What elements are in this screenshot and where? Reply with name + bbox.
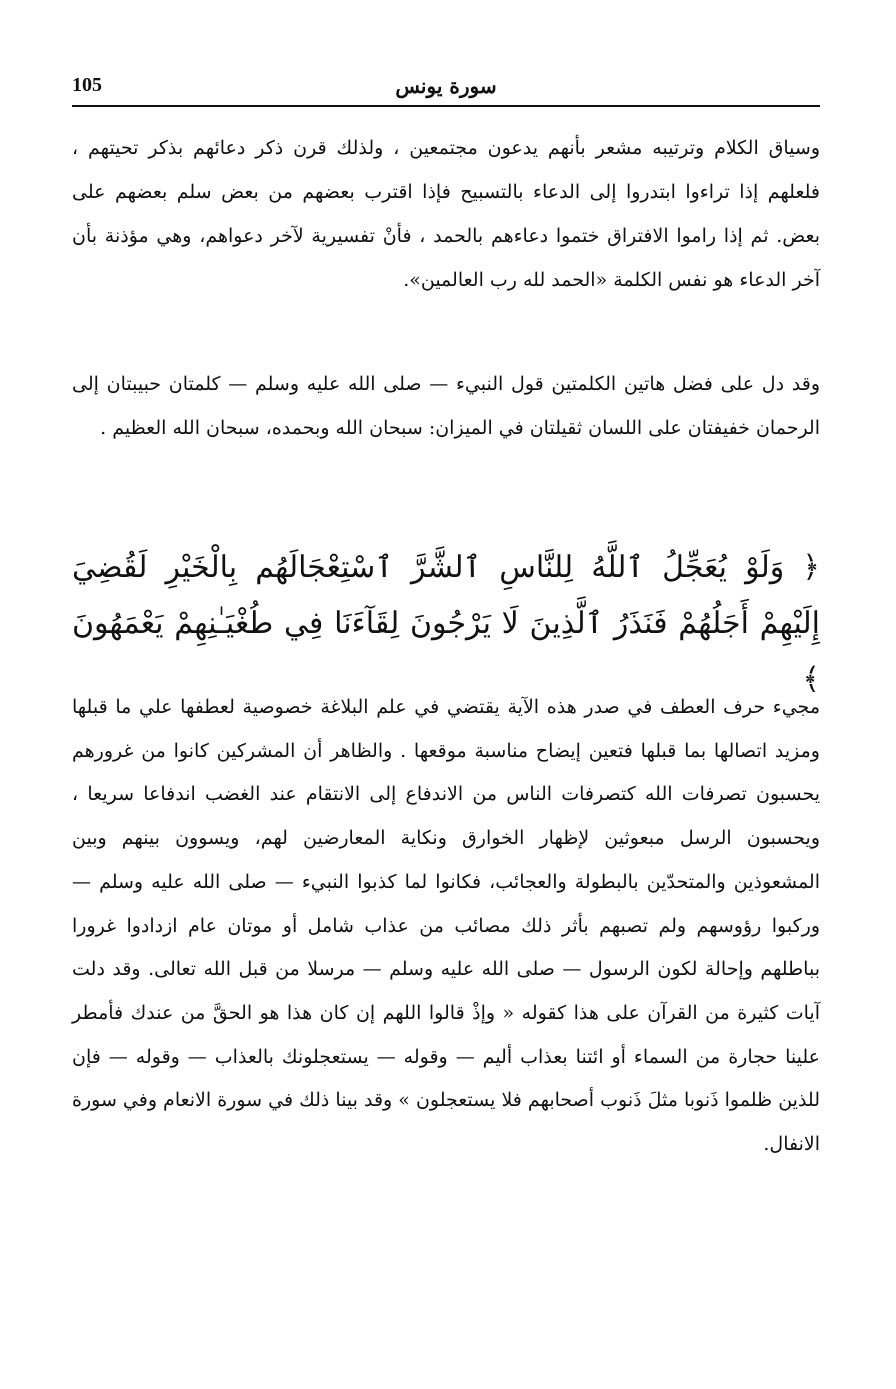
quran-verse: ﴿ وَلَوْ يُعَجِّلُ ٱللَّهُ لِلنَّاسِ ٱلشَّرَّ ٱسْتِعْجَالَهُم بِالْخَيْرِ لَقُضِيَ إِلَيْهِمْ أَجَلُهُمْ فَنَذَرُ ٱلَّذِينَ لَا يَرْجُونَ لِقَآءَنَا فِي طُغْيَـٰنِهِمْ يَعْمَهُونَ ﴾ [72,550,820,697]
header-rule [72,105,820,107]
paragraph-intro: وسياق الكلام وترتيبه مشعر بأنهم يدعون مجتمعين ، ولذلك قرن ذكر دعائهم بذكر تحيتهم ، فلعلهم إذا تراءوا ابتدروا إلى الدعاء بالتسبيح فإذا اقترب بعضهم من بعض سلم بعضهم على بعض. ثم إذا راموا الافتراق ختموا دعاءهم بالحمد ، فأنْ تفسيرية لآخر دعواهم، وهي مؤذنة بأن آخر الدعاء هو نفس الكلمة «الحمد لله رب العالمين». [72,137,820,291]
paragraph-hadith: وقد دل على فضل هاتين الكلمتين قول النبيء — صلى الله عليه وسلم — كلمتان حبيبتان إلى الرحمان خفيفتان على اللسان ثقيلتان في الميزان: سبحان الله وبحمده، سبحان الله العظيم . [72,373,820,439]
paragraph-commentary: مجيء حرف العطف في صدر هذه الآية يقتضي في علم البلاغة خصوصية لعطفها علي ما قبلها ومزيد اتصالها بما قبلها فتعين إيضاح مناسبة موقعها . والظاهر أن المشركين كانوا من غرورهم يحسبون تصرفات الله كتصرفات الناس من الاندفاع إلى الانتقام عند الغضب اندفاعا سريعا ، ويحسبون الرسل مبعوثين لإظهار الخوارق ونكاية المعارضين لهم، ويسوون بينهم وبين المشعوذين والمتحدّين بالبطولة والعجائب، فكانوا لما كذبوا النبيء — صلى الله عليه وسلم — وركبوا رؤوسهم ولم تصبهم بأثر ذلك مصائب من عذاب شامل أو موتان عام ازدادوا غرورا بباطلهم وإحالة لكون الرسول — صلى الله عليه وسلم — مرسلا من قبل الله تعالى. وقد دلت آيات كثيرة من القرآن على هذا كقوله « وإذْ قالوا اللهم إن كان هذا هو الحقَّ من عندك فأمطر علينا حجارة من السماء أو ائتنا بعذاب أليم — وقوله — يستعجلونك بالعذاب — وقوله — فإن للذين ظلموا ذَنوبا مثلَ ذَنوب أصحابهم فلا يستعجلون » وقد بينا ذلك في سورة الانعام وفي سورة الانفال. [72,696,820,1156]
running-title: سورة يونس [395,74,497,98]
page-number: 105 [72,74,102,96]
page-header [72,74,820,106]
